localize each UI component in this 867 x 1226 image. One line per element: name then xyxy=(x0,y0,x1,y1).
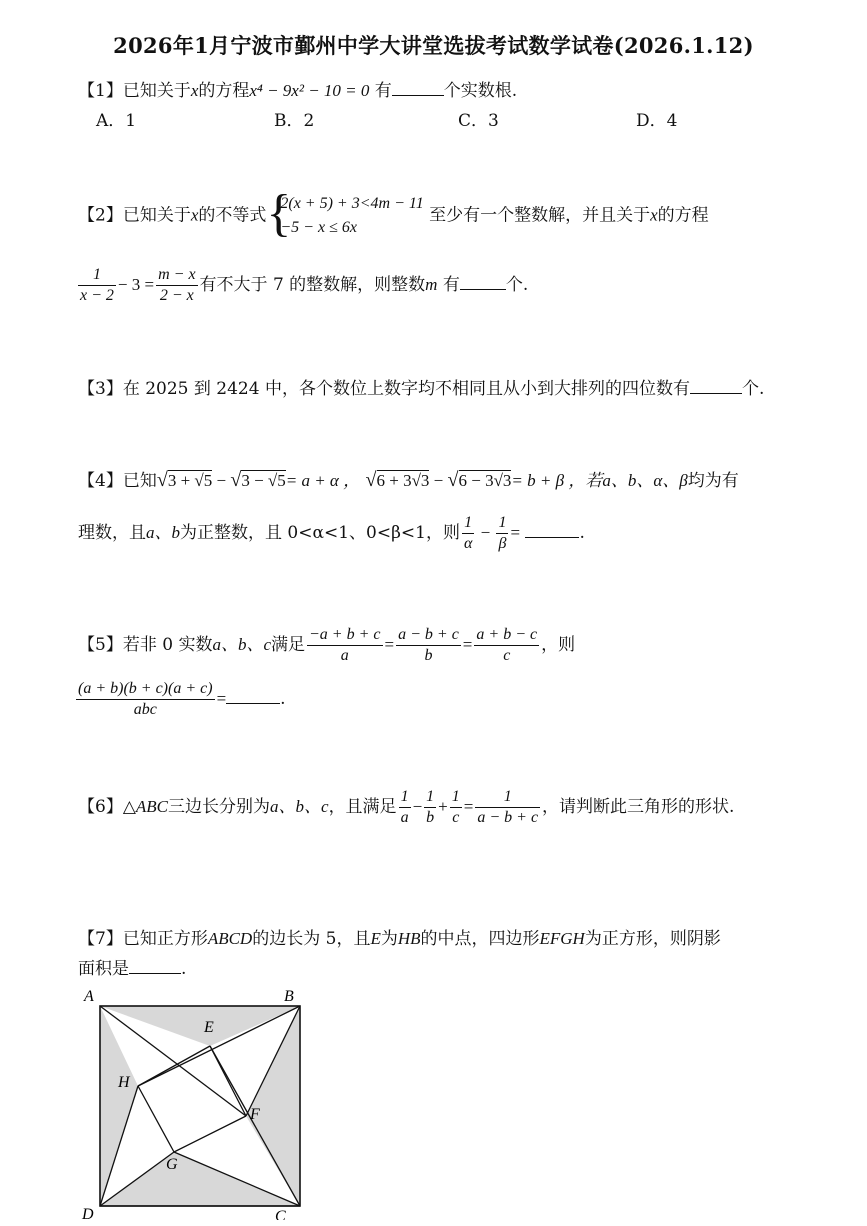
q2-fraction-1: $\frac{1}{x - 2}$ xyxy=(80,266,114,304)
square-figure xyxy=(78,985,318,1220)
line-g-f xyxy=(174,1116,246,1152)
label-c: C xyxy=(275,1208,286,1220)
q2-line-2: $\frac{1}{x - 2}$ − 3 = $\frac{m - x}{2 - x}$ 有不大于 7 的整数解，则整数m 有 个. xyxy=(80,266,529,304)
q4-fraction-2: $\frac{1}{\beta}$ xyxy=(498,514,507,552)
q1-option-a: A．1 xyxy=(96,111,137,131)
sqrt-icon: √ xyxy=(230,469,242,491)
label-b: B xyxy=(284,988,294,1005)
q5-number: 【5】 xyxy=(78,635,123,655)
q7-line-2: 面积是 . xyxy=(78,959,187,979)
label-g: G xyxy=(166,1156,178,1173)
question-5: 【5】若非 0 实数a、b、c满足 $\frac{-a + b + c}{a}$ = $\frac{a - b + c}{b}$ = $\frac{a + b - c}{c}$ ，则 xyxy=(78,626,576,664)
q6-fraction-rhs: $\frac{1}{a - b + c}$ xyxy=(477,788,539,826)
question-3: 【3】在 2025 到 2424 中，各个数位上数字均不相同且从小到大排列的四位数有 个. xyxy=(78,379,765,399)
question-1: 【1】已知关于x的方程x⁴ − 9x² − 10 = 0 有 个实数根. xyxy=(78,81,518,101)
label-a: A xyxy=(84,988,94,1005)
sqrt-icon: √ xyxy=(365,469,377,491)
q5-fraction-2: $\frac{a - b + c}{b}$ xyxy=(398,626,459,664)
question-2: 【2】已知关于x的不等式 { 2(x + 5) + 3<4m − 11 −5 − x ≤ 6x 至少有一个整数解，并且关于x的方程 xyxy=(78,185,709,242)
brace-icon: { xyxy=(266,185,292,242)
line-e-f xyxy=(210,1046,246,1116)
q4-fraction-1: $\frac{1}{\alpha}$ xyxy=(463,514,473,552)
q3-number: 【3】 xyxy=(78,379,123,399)
question-4: 【4】已知√3 + √5 − √3 − √5= a + α ， √6 + 3√3 − √6 − 3√3= b + β ，若a、b、α、β均为有 xyxy=(78,469,739,491)
q4-number: 【4】 xyxy=(78,471,123,491)
question-6: 【6】△ABC三边长分别为a、b、c，且满足 $\frac{1}{a}$ − $\frac{1}{b}$ + $\frac{1}{c}$ = $\frac{1}{a - b + c}$ ，请判断此三角形的形状. xyxy=(78,788,735,826)
label-d: D xyxy=(82,1206,94,1220)
label-e: E xyxy=(204,1019,214,1036)
answer-blank[interactable] xyxy=(690,379,742,394)
q7-number: 【7】 xyxy=(78,929,123,949)
shaded-triangle-bottom xyxy=(100,1152,300,1206)
answer-blank[interactable] xyxy=(129,959,181,974)
answer-blank[interactable] xyxy=(226,689,280,704)
q1-equation: x⁴ − 9x² − 10 = 0 xyxy=(249,81,370,100)
sqrt-icon: √ xyxy=(156,469,168,491)
q5-fraction-4: $\frac{(a + b)(b + c)(a + c)}{\text{abc}}$ xyxy=(78,680,213,718)
label-h: H xyxy=(118,1074,130,1091)
question-7: 【7】已知正方形ABCD的边长为 5，且E为HB的中点，四边形EFGH为正方形，则阴影 xyxy=(78,929,721,949)
q4-line-2: 理数，且a、b为正整数，且 0<α<1、0<β<1，则 $\frac{1}{\alpha}$ − $\frac{1}{\beta}$ = . xyxy=(78,514,585,552)
q5-fraction-1: $\frac{-a + b + c}{a}$ xyxy=(309,626,381,664)
q6-number: 【6】 xyxy=(78,797,123,817)
answer-blank[interactable] xyxy=(460,275,506,290)
line-h-g xyxy=(138,1086,174,1152)
answer-blank[interactable] xyxy=(392,81,444,96)
q1-option-d: D．4 xyxy=(636,111,678,131)
page-title: 2026年1月宁波市鄞州中学大讲堂选拔考试数学试卷(2026.1.12) xyxy=(113,33,754,58)
q1-option-b: B．2 xyxy=(274,111,315,131)
label-f: F xyxy=(250,1106,260,1123)
q2-inequality-system: { 2(x + 5) + 3<4m − 11 −5 − x ≤ 6x xyxy=(266,185,424,242)
q5-line-2: $\frac{(a + b)(b + c)(a + c)}{\text{abc}}$ = . xyxy=(78,680,286,718)
shaded-triangle-top xyxy=(100,1006,300,1046)
answer-blank[interactable] xyxy=(525,523,579,538)
sqrt-icon: √ xyxy=(447,469,459,491)
q5-fraction-3: $\frac{a + b - c}{c}$ xyxy=(476,626,538,664)
q2-fraction-2: $\frac{m - x}{2 - x}$ xyxy=(158,266,196,304)
q1-option-c: C．3 xyxy=(458,111,499,131)
q1-number: 【1】 xyxy=(78,81,123,101)
q2-number: 【2】 xyxy=(78,205,123,226)
